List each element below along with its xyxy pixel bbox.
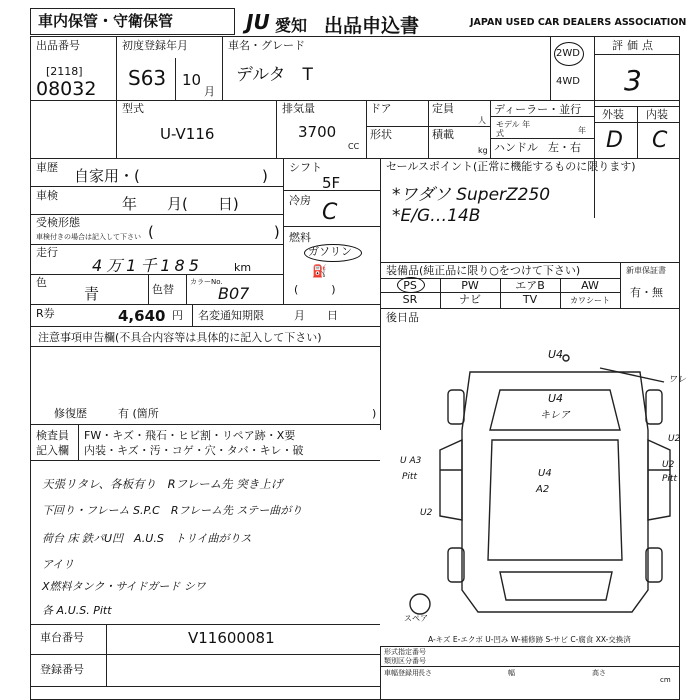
displacement-unit: CC (348, 142, 360, 151)
recycle-unit: 円 (172, 309, 183, 322)
drive-2wd: 2WD (556, 48, 580, 59)
year-unit: 年 (578, 126, 586, 135)
damage-legend: A-キズ E-エクボ U-凹み W-補修跡 S-サビ C-腐食 XX-交換済 (428, 635, 631, 644)
size-height: 高さ (592, 669, 606, 677)
equip-ps: PS (403, 279, 417, 292)
mark-center: U4 (538, 468, 552, 479)
capacity-unit: 人 (478, 116, 486, 125)
ac-label: 冷房 (289, 194, 311, 207)
equipment-label: 装備品(純正品に限り○をつけて下さい) (386, 264, 581, 277)
lot-number: 08032 (36, 78, 97, 100)
selling-point-1: *ワダソ SuperZ250 (392, 185, 551, 205)
interior-label: 内装 (646, 108, 668, 121)
inspection-label: 車検 (36, 189, 58, 202)
equip-sr: SR (402, 293, 418, 306)
mark-left-side: U A3 (400, 456, 422, 466)
mark-top: U4 (548, 348, 564, 361)
first-reg-label: 初度登録年月 (122, 39, 188, 52)
size-label-3: 車幅登録用 (384, 669, 419, 677)
selling-point-2: *E/G…14B (392, 206, 481, 226)
dealer-label: ディーラー・並行 (494, 103, 582, 116)
drive-4wd: 4WD (556, 76, 580, 87)
post-label: 後日品 (386, 311, 419, 324)
model-label: 車名・グレード (228, 39, 305, 52)
reception-label: 受検形態 (36, 216, 80, 229)
notice-value: 月 日 (294, 309, 338, 322)
inspector-label-1: 検査員 (36, 429, 69, 442)
shift-value: 5F (322, 174, 341, 192)
mark-left-low: U2 (420, 508, 433, 518)
inspector-row-1: FW・キズ・飛石・ヒビ割・リペア跡・X要 (84, 429, 296, 442)
size-unit: cm (660, 676, 671, 684)
inspection-value: 年 月( 日) (122, 195, 239, 213)
reception-sub: 車検付きの場合は記入して下さい (36, 233, 141, 241)
first-reg-year: S63 (128, 66, 167, 90)
notes-label: 注意事項申告欄(不具合内容等は具体的に記入して下さい) (38, 331, 322, 344)
displacement-value: 3700 (298, 123, 337, 141)
shape-label: 形状 (370, 128, 392, 141)
exterior-grade: D (606, 128, 623, 153)
type-value: U-V116 (160, 125, 215, 143)
score-value: 3 (624, 64, 642, 97)
equip-tv: TV (522, 293, 538, 306)
fuel-value: ガソリン (308, 245, 352, 258)
mileage-value: 4万1千185 (92, 256, 203, 275)
note-line-3: 荷台 床 鉄パU凹 A.U.S トリイ曲がりス (42, 532, 252, 545)
repair-close: ) (372, 407, 377, 420)
note-line-4: アイリ (42, 558, 75, 571)
handle-label: ハンドル (494, 141, 538, 154)
warranty-label: 新車保証書 (626, 266, 666, 275)
load-unit: kg (478, 146, 488, 155)
mark-spare: スペア (404, 614, 428, 623)
score-label: 評価点 (612, 39, 657, 52)
load-label: 積載 (432, 128, 454, 141)
color-code-label: 色替 (152, 283, 174, 296)
notice-label: 名変通知期限 (198, 309, 264, 322)
mark-top-right: ワレ (668, 375, 687, 385)
registration-label: 登録番号 (40, 663, 84, 676)
displacement-label: 排気量 (282, 102, 315, 115)
mark-roof-sub: キレア (540, 410, 570, 421)
fuel-label: 燃料 (289, 231, 311, 244)
mileage-label: 走行 (36, 246, 58, 259)
history-value: 自家用・( (74, 167, 140, 185)
mark-left-sub: Pitt (402, 472, 417, 482)
storage-label: 車内保管・守衛保管 (38, 12, 174, 30)
type-label: 型式 (122, 102, 144, 115)
fuel-circle-icon (304, 244, 362, 262)
color-code-sub: カラーNo. (190, 278, 223, 286)
ju-logo: JU (246, 10, 270, 34)
equip-navi: ナビ (459, 293, 481, 306)
month-unit: 月 (204, 85, 215, 98)
equip-leather: カワシート (570, 296, 610, 305)
exterior-label: 外装 (602, 108, 624, 121)
mark-right-side: U2 (662, 460, 675, 470)
warranty-value: 有・無 (630, 286, 663, 299)
selling-points-label: セールスポイント(正常に機能するものに限ります) (386, 160, 636, 173)
inspector-label-2: 記入欄 (36, 444, 69, 457)
note-line-1: 天張リタレ、各板有り Rフレーム先 突き上げ (42, 477, 283, 491)
size-label-2: 類別区分番号 (384, 657, 426, 665)
note-line-2: 下回り・フレーム S.P.C Rフレーム先 ステー曲がり (42, 504, 303, 517)
repair-value: 有 (箇所 (118, 407, 159, 420)
lot-label: 出品番号 (36, 39, 80, 52)
lot-sub: [2118] (46, 65, 83, 78)
form-title: 出品申込書 (324, 15, 420, 37)
history-label: 車歴 (36, 161, 58, 174)
mark-center-sub: A2 (536, 484, 550, 495)
equip-pw: PW (461, 279, 479, 292)
note-line-6: 各 A.U.S. Pitt (42, 604, 112, 617)
equip-aw: AW (581, 279, 599, 292)
size-label-1: 形式指定番号 (384, 648, 426, 656)
fuel-pump-icon: ⛽ (312, 264, 327, 278)
chassis-label: 車台番号 (40, 631, 84, 644)
color-code-value: B07 (218, 284, 250, 303)
mark-right-sub: Pitt (662, 474, 677, 484)
doors-label: ドア (370, 102, 392, 115)
ac-value: C (322, 200, 338, 225)
history-close: ) (262, 167, 268, 185)
color-label: 色 (36, 276, 47, 289)
drive-2wd-circle-icon (554, 42, 584, 66)
recycle-label: R券 (36, 307, 55, 320)
equip-ps-circle-icon (397, 277, 425, 293)
color-value: 青 (84, 285, 100, 303)
handle-value: 左・右 (548, 141, 581, 154)
note-line-5: X燃料タンク・サイドガード シワ (42, 580, 206, 593)
first-reg-month: 10 (182, 71, 202, 89)
fuel-paren: ( ) (294, 283, 336, 296)
reception-value: ( ) (148, 223, 280, 241)
chassis-value: V11600081 (188, 629, 275, 647)
form-frame (30, 36, 680, 700)
org-name: 愛知 (275, 16, 308, 35)
size-width: 幅 (508, 669, 515, 677)
mark-roof: U4 (548, 392, 564, 405)
interior-grade: C (652, 128, 668, 153)
association-name: JAPAN USED CAR DEALERS ASSOCIATION (470, 17, 687, 28)
repair-label: 修復歴 (54, 407, 87, 420)
equip-airbag: エアB (515, 279, 545, 292)
mark-right-top: U2 (668, 434, 681, 444)
size-length: 長さ (418, 669, 432, 677)
shift-label: シフト (289, 161, 322, 174)
recycle-amount: 4,640 (118, 307, 166, 325)
model-year-label: モデル 年式 (496, 120, 531, 138)
model-value: デルタ T (236, 65, 313, 85)
capacity-label: 定員 (432, 102, 454, 115)
inspector-row-2: 内装・キズ・汚・コゲ・穴・タバ・キレ・破 (84, 444, 304, 457)
mileage-unit: km (234, 261, 252, 274)
